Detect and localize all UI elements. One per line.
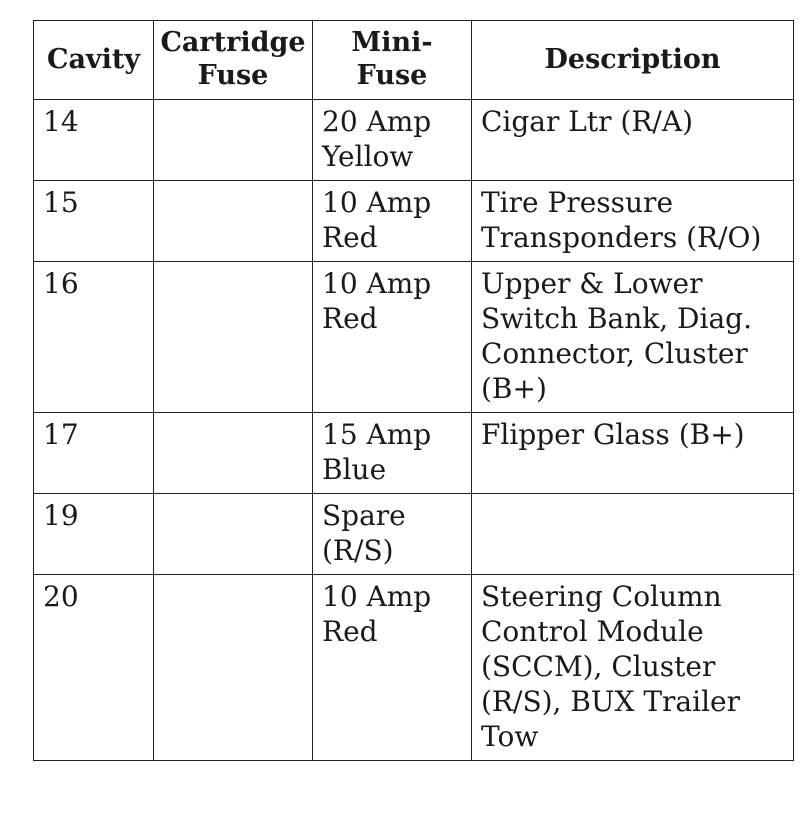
table-row	[34, 494, 794, 575]
table-row	[34, 100, 794, 181]
table-row	[34, 181, 794, 262]
cell-mini-fuse: 20 Amp Yellow	[313, 100, 472, 181]
cell-cartridge-fuse	[154, 494, 313, 575]
header-cartridge-fuse: Cartridge Fuse	[154, 21, 313, 100]
cell-mini-fuse: Spare (R/S)	[313, 494, 472, 575]
cell-description: Tire Pressure Transponders (R/O)	[472, 181, 794, 262]
table-row	[34, 262, 794, 413]
cell-description: Upper & Lower Switch Bank, Diag. Connector, Cluster (B+)	[472, 262, 794, 413]
cell-cartridge-fuse	[154, 262, 313, 413]
fuse-table	[33, 20, 794, 761]
cell-cavity: 15	[34, 181, 154, 262]
header-row	[34, 21, 794, 100]
header-cavity: Cavity	[34, 21, 154, 100]
cell-mini-fuse: 10 Amp Red	[313, 181, 472, 262]
cell-cavity: 20	[34, 575, 154, 761]
cell-cartridge-fuse	[154, 181, 313, 262]
cell-description	[472, 494, 794, 575]
header-description: Description	[472, 21, 794, 100]
header-mini-fuse: Mini-Fuse	[313, 21, 472, 100]
cell-mini-fuse: 10 Amp Red	[313, 262, 472, 413]
cell-cartridge-fuse	[154, 575, 313, 761]
cell-cavity: 19	[34, 494, 154, 575]
table-row	[34, 413, 794, 494]
cell-cavity: 17	[34, 413, 154, 494]
cell-description: Flipper Glass (B+)	[472, 413, 794, 494]
cell-mini-fuse: 15 Amp Blue	[313, 413, 472, 494]
table-body	[34, 100, 794, 761]
table-row	[34, 575, 794, 761]
table-header	[34, 21, 794, 100]
cell-description: Steering Column Control Module (SCCM), Cluster (R/S), BUX Trailer Tow	[472, 575, 794, 761]
cell-cartridge-fuse	[154, 413, 313, 494]
cell-cavity: 14	[34, 100, 154, 181]
cell-description: Cigar Ltr (R/A)	[472, 100, 794, 181]
cell-cavity: 16	[34, 262, 154, 413]
cell-cartridge-fuse	[154, 100, 313, 181]
cell-mini-fuse: 10 Amp Red	[313, 575, 472, 761]
